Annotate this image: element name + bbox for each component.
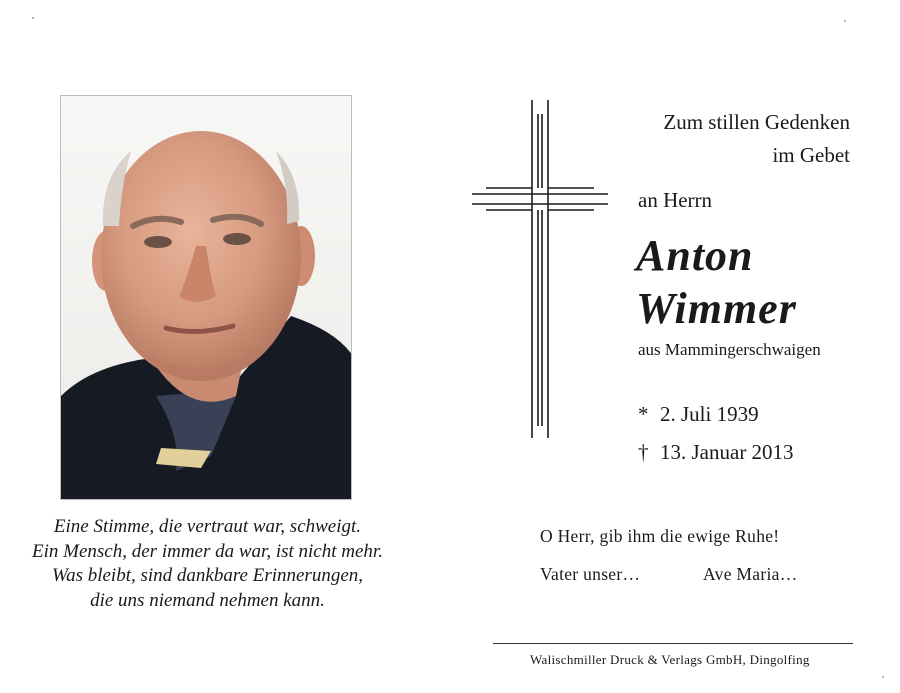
place-of-origin: aus Mammingerschwaigen [638,340,821,359]
memorial-poem [0,515,415,613]
portrait-photo [60,95,352,500]
salutation: an Herrn [638,188,713,212]
scan-speck [32,17,34,19]
scan-speck [882,676,884,678]
birth-date-row [638,402,759,427]
last-name: Wimmer [636,284,797,333]
first-name: Anton [636,231,754,280]
cross-icon [472,100,608,438]
header-line-2: im Gebet [772,143,850,167]
poem-line: Ein Mensch, der immer da war, ist nicht mehr. [32,540,383,562]
poem-line: Was bleibt, sind dankbare Erinnerungen, [51,565,363,586]
footer-divider [493,643,853,644]
death-date-row [638,440,794,465]
printer-credit: Walischmiller Druck & Verlags GmbH, Dingolfing [530,652,810,667]
poem-line: Eine Stimme, die vertraut war, schweigt. [53,516,362,537]
death-date: 13. Januar 2013 [660,440,794,464]
death-symbol: † [638,440,649,464]
birth-symbol: * [638,402,649,426]
prayer-line: O Herr, gib ihm die ewige Ruhe! [540,526,780,546]
prayer-vater-unser: Vater unser… [540,564,641,584]
header-line-1: Zum stillen Gedenken [663,110,850,134]
scan-speck [844,20,846,22]
birth-date: 2. Juli 1939 [660,402,759,426]
prayer-ave-maria: Ave Maria… [703,564,798,584]
poem-line: die uns niemand nehmen kann. [90,589,325,611]
